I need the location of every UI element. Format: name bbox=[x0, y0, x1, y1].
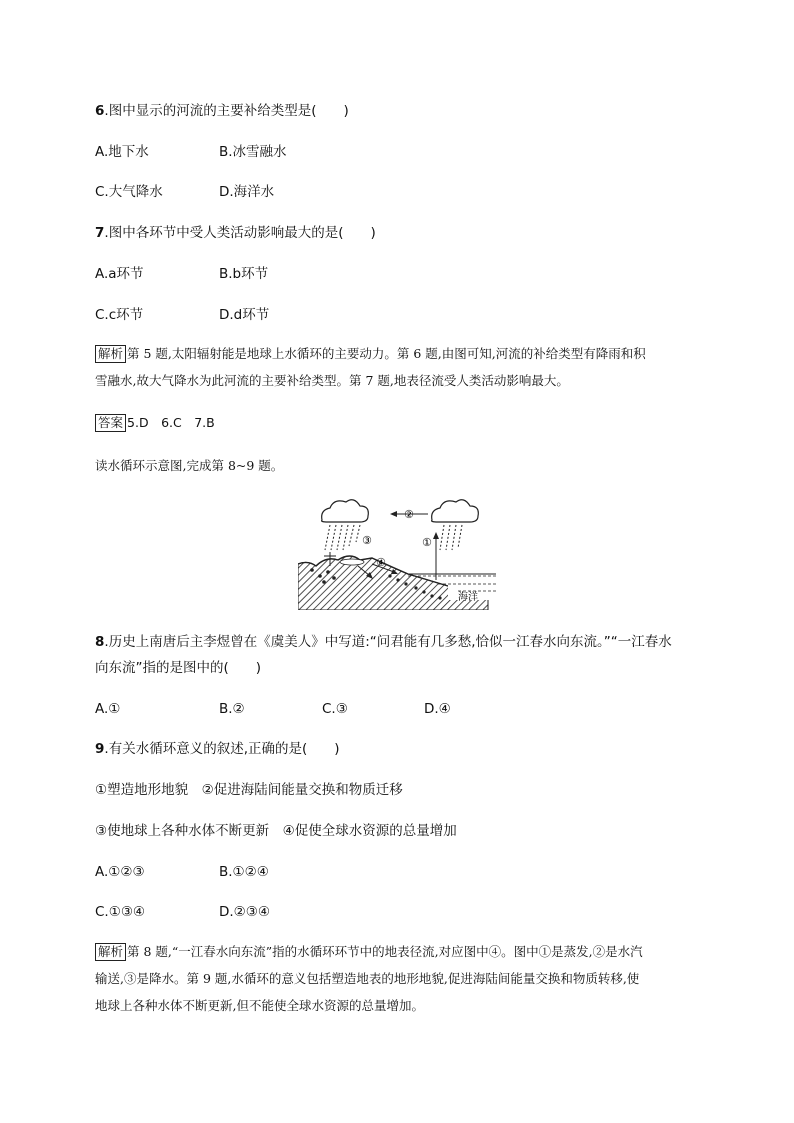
question-number: 8 bbox=[95, 634, 105, 650]
rain-right bbox=[440, 525, 462, 550]
q9-option-d[interactable]: D.②③④ bbox=[219, 904, 270, 920]
q7-option-c[interactable]: C.c环节 bbox=[95, 307, 144, 323]
label-ocean: 海洋 bbox=[458, 592, 478, 603]
question-number: 7 bbox=[95, 225, 105, 241]
q9-option-c[interactable]: C.①③④ bbox=[95, 904, 146, 920]
q9-option-b[interactable]: B.①②④ bbox=[219, 864, 269, 880]
q6-option-a[interactable]: A.地下水 bbox=[95, 144, 149, 160]
q8-option-a[interactable]: A.① bbox=[95, 701, 121, 717]
q9-option-a[interactable]: A.①②③ bbox=[95, 864, 145, 880]
q8-option-d[interactable]: D.④ bbox=[424, 701, 451, 717]
cloud-icon bbox=[432, 500, 479, 522]
answer-block-1: 答案 5.D 6.C 7.B bbox=[95, 413, 215, 433]
label-4: ④ bbox=[376, 556, 386, 569]
q7-option-a[interactable]: A.a环节 bbox=[95, 266, 144, 282]
label-3: ③ bbox=[362, 534, 372, 547]
question-number: 6 bbox=[95, 103, 105, 119]
analysis-block-1: 解析 第 5 题,太阳辐射能是地球上水循环的主要动力。第 6 题,由图可知,河流的补给类型有降雨和积 雪融水,故大气降水为此河流的主要补给类型。第 7 题,地表径流受人类活动影响最大。 bbox=[95, 346, 646, 388]
question-9-stem: 9.有关水循环意义的叙述,正确的是( ) bbox=[95, 741, 340, 757]
q9-statement-line1: ①塑造地形地貌 ②促进海陆间能量交换和物质迁移 bbox=[95, 782, 403, 798]
question-6-stem: 6.图中显示的河流的主要补给类型是( ) bbox=[95, 103, 349, 119]
rain-left bbox=[325, 525, 360, 550]
diagram-intro: 读水循环示意图,完成第 8~9 题。 bbox=[95, 458, 284, 473]
label-1: ① bbox=[422, 536, 432, 549]
q6-option-d[interactable]: D.海洋水 bbox=[219, 184, 275, 200]
question-number: 9 bbox=[95, 741, 105, 757]
label-2: ② bbox=[404, 508, 414, 521]
q6-option-b[interactable]: B.冰雪融水 bbox=[219, 144, 287, 160]
q7-option-d[interactable]: D.d环节 bbox=[219, 307, 270, 323]
analysis-tag: 解析 bbox=[95, 345, 126, 363]
question-8-stem-line2: 向东流”指的是图中的( ) bbox=[95, 660, 262, 676]
q7-option-b[interactable]: B.b环节 bbox=[219, 266, 269, 282]
analysis-tag: 解析 bbox=[95, 943, 126, 961]
question-7-stem: 7.图中各环节中受人类活动影响最大的是( ) bbox=[95, 225, 376, 241]
water-cycle-diagram bbox=[298, 490, 498, 610]
q9-statement-line2: ③使地球上各种水体不断更新 ④促使全球水资源的总量增加 bbox=[95, 823, 457, 839]
answer-tag: 答案 bbox=[95, 414, 126, 432]
question-8-stem-line1: 8.历史上南唐后主李煜曾在《虞美人》中写道:“问君能有几多愁,恰似一江春水向东流。”“一江春水 bbox=[95, 634, 672, 650]
analysis-block-2: 解析 第 8 题,“一江春水向东流”指的水循环环节中的地表径流,对应图中④。图中①是蒸发,②是水汽 输送,③是降水。第 9 题,水循环的意义包括塑造地表的地形地貌,促进海陆间能量交换和物质转移,使 地球上各种水体不断更新,但不能使全球水资源的总量增加。 bbox=[95, 944, 643, 1013]
cloud-icon bbox=[322, 500, 369, 522]
q8-option-b[interactable]: B.② bbox=[219, 701, 245, 717]
q6-option-c[interactable]: C.大气降水 bbox=[95, 184, 163, 200]
q8-option-c[interactable]: C.③ bbox=[322, 701, 348, 717]
